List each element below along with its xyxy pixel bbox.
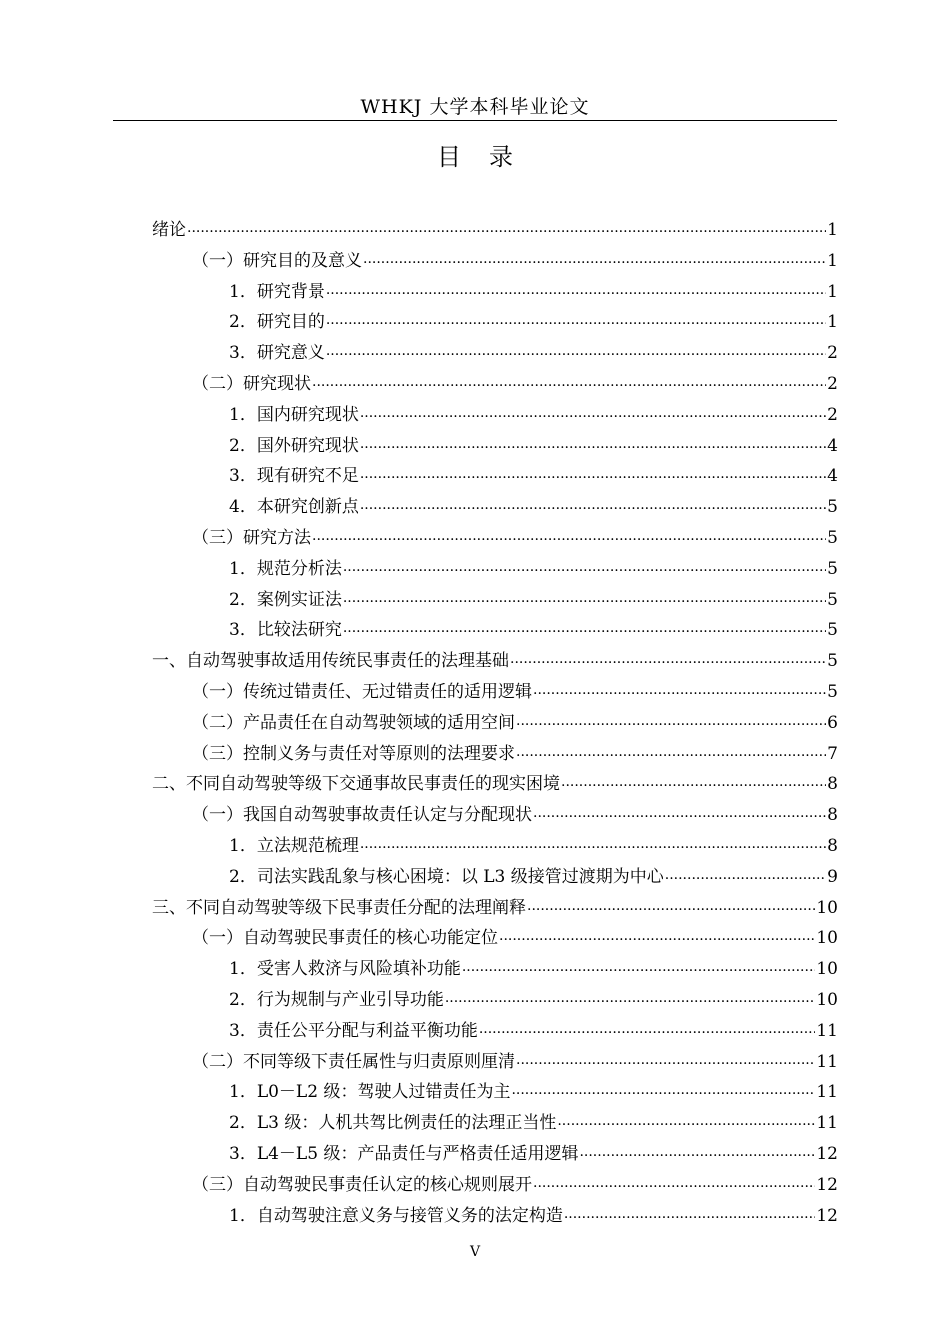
toc-dot-leader xyxy=(312,367,826,387)
toc-dot-leader xyxy=(343,583,826,603)
toc-entry-text: 二、不同自动驾驶等级下交通事故民事责任的现实困境 xyxy=(152,774,560,795)
toc-dot-leader xyxy=(363,244,826,264)
toc-dot-leader xyxy=(343,613,826,633)
toc-entry-number: 1． xyxy=(229,959,257,980)
toc-entry-page: 2 xyxy=(827,404,838,425)
toc-entry[interactable] xyxy=(229,278,838,306)
toc-entry-page: 5 xyxy=(827,528,838,548)
toc-entry-text: （三）自动驾驶民事责任认定的核心规则展开 xyxy=(192,1174,532,1195)
toc-entry-page: 5 xyxy=(827,682,838,702)
toc-entry-text: （一）传统过错责任、无过错责任的适用逻辑 xyxy=(192,682,532,702)
toc-dot-leader xyxy=(312,521,826,541)
toc-entry[interactable] xyxy=(192,709,838,737)
toc-dot-leader xyxy=(326,336,826,356)
toc-dot-leader xyxy=(533,1168,815,1188)
toc-dot-leader xyxy=(499,921,815,941)
toc-entry[interactable] xyxy=(192,740,838,768)
toc-entry-number: 1． xyxy=(229,558,257,579)
toc-entry-page: 10 xyxy=(816,959,838,980)
toc-entry-text: 研究目的 xyxy=(256,312,325,333)
toc-entry[interactable] xyxy=(229,616,838,644)
toc-entry[interactable] xyxy=(229,1078,838,1106)
toc-entry-page: 10 xyxy=(816,990,838,1010)
toc-entry-text: （一）我国自动驾驶事故责任认定与分配现状 xyxy=(192,805,532,826)
toc-entry-page: 11 xyxy=(816,1113,838,1134)
toc-entry[interactable] xyxy=(152,647,838,675)
toc-entry-page: 1 xyxy=(827,281,838,302)
toc-dot-leader xyxy=(360,829,826,849)
footer-page-number: V xyxy=(469,1244,481,1260)
toc-entry-text: 本研究创新点 xyxy=(256,497,359,518)
toc-dot-leader xyxy=(561,767,826,787)
toc-entry-number: 1． xyxy=(229,404,257,425)
toc-entry[interactable] xyxy=(229,432,838,460)
toc-entry-page: 9 xyxy=(827,866,838,887)
toc-entry[interactable] xyxy=(192,247,838,275)
toc-dot-leader xyxy=(511,1075,815,1095)
toc-dot-leader xyxy=(564,1199,816,1219)
toc-dot-leader xyxy=(360,429,826,449)
toc-entry[interactable] xyxy=(152,770,838,798)
toc-entry-page: 12 xyxy=(816,1174,838,1195)
toc-entry-text: 国外研究现状 xyxy=(256,435,359,456)
toc-entry-page: 5 xyxy=(827,589,838,610)
toc-entry-number: 3． xyxy=(229,620,257,641)
toc-entry[interactable] xyxy=(192,1048,838,1076)
toc-entry-text: （二）研究现状 xyxy=(192,374,311,394)
toc-entry-text: 责任公平分配与利益平衡功能 xyxy=(256,1020,478,1041)
toc-dot-leader xyxy=(665,860,826,880)
toc-entry-page: 11 xyxy=(816,1051,838,1072)
toc-entry-page: 1 xyxy=(827,250,838,271)
toc-entry-text: 国内研究现状 xyxy=(256,404,359,425)
toc-entry[interactable] xyxy=(192,801,838,829)
toc-entry-text: L0－L2 级：驾驶人过错责任为主 xyxy=(256,1082,511,1103)
toc-entry[interactable] xyxy=(192,524,838,552)
toc-entry-text: 比较法研究 xyxy=(256,620,342,641)
toc-entry-page: 1 xyxy=(827,220,838,240)
toc-dot-leader xyxy=(533,798,826,818)
header-rule xyxy=(113,120,837,121)
toc-title: 目录 xyxy=(437,143,541,171)
toc-entry-text: 绪论 xyxy=(152,220,186,240)
toc-entry[interactable] xyxy=(229,586,838,614)
toc-entry-text: 现有研究不足 xyxy=(256,466,359,487)
toc-entry[interactable] xyxy=(192,924,838,952)
toc-entry[interactable] xyxy=(229,863,838,891)
toc-entry-page: 4 xyxy=(827,466,838,487)
toc-entry-page: 2 xyxy=(827,374,838,394)
toc-entry[interactable] xyxy=(229,1140,838,1168)
toc-entry-number: 2． xyxy=(229,435,257,456)
toc-entry[interactable] xyxy=(192,1171,838,1199)
toc-dot-leader xyxy=(360,459,826,479)
toc-entry-page: 5 xyxy=(827,651,838,672)
toc-entry-text: L3 级：人机共驾比例责任的法理正当性 xyxy=(256,1113,557,1134)
toc-entry-page: 11 xyxy=(816,1020,838,1041)
toc-entry[interactable] xyxy=(152,894,838,922)
toc-entry-text: （一）自动驾驶民事责任的核心功能定位 xyxy=(192,928,498,949)
running-header-title: WHKJ 大学本科毕业论文 xyxy=(360,96,590,118)
toc-entry-page: 10 xyxy=(816,897,838,918)
toc-entry-page: 8 xyxy=(827,805,838,826)
toc-dot-leader xyxy=(516,1045,815,1065)
toc-entry-page: 8 xyxy=(827,836,838,856)
toc-dot-leader xyxy=(516,737,826,757)
toc-entry[interactable] xyxy=(229,401,838,429)
toc-entry-text: （三）研究方法 xyxy=(192,528,311,548)
toc-entry-number: 3． xyxy=(229,466,257,487)
toc-entry[interactable] xyxy=(192,678,838,706)
toc-entry-text: L4－L5 级：产品责任与严格责任适用逻辑 xyxy=(256,1144,579,1164)
toc-entry-page: 5 xyxy=(827,558,838,579)
toc-entry[interactable] xyxy=(192,370,838,398)
toc-entry-text: 研究背景 xyxy=(256,281,325,302)
toc-entry-number: 2． xyxy=(229,866,257,887)
toc-entry-page: 2 xyxy=(827,343,838,364)
toc-entry-page: 8 xyxy=(827,774,838,795)
toc-entry-number: 1． xyxy=(229,1205,257,1226)
toc-entry-number: 1． xyxy=(229,1082,257,1103)
toc-entry-text: 一、自动驾驶事故适用传统民事责任的法理基础 xyxy=(152,651,509,672)
toc-entry-number: 2． xyxy=(229,312,257,333)
toc-entry-number: 2． xyxy=(229,1113,257,1134)
toc-dot-leader xyxy=(326,305,826,325)
toc-entry-page: 6 xyxy=(827,712,838,733)
toc-entry-page: 12 xyxy=(816,1144,838,1164)
toc-entry[interactable] xyxy=(152,216,838,244)
toc-dot-leader xyxy=(326,275,826,295)
toc-entry-text: 研究意义 xyxy=(256,343,325,364)
toc-dot-leader xyxy=(479,1014,816,1034)
toc-entry-text: 三、不同自动驾驶等级下民事责任分配的法理阐释 xyxy=(152,897,526,918)
toc-entry[interactable] xyxy=(229,339,838,367)
toc-entry-text: 行为规制与产业引导功能 xyxy=(256,990,444,1010)
toc-entry-text: （二）产品责任在自动驾驶领域的适用空间 xyxy=(192,712,515,733)
toc-entry-text: 立法规范梳理 xyxy=(256,836,359,856)
toc-entry[interactable] xyxy=(229,1202,838,1230)
toc-entry-number: 3． xyxy=(229,343,257,364)
toc-entry-page: 10 xyxy=(816,928,838,949)
toc-entry-number: 3． xyxy=(229,1020,257,1041)
toc-dot-leader xyxy=(360,490,826,510)
toc-entry-text: （二）不同等级下责任属性与归责原则厘清 xyxy=(192,1051,515,1072)
toc-entry-page: 1 xyxy=(827,312,838,333)
toc-dot-leader xyxy=(510,644,826,664)
toc-entry[interactable] xyxy=(229,308,838,336)
toc-dot-leader xyxy=(360,398,826,418)
toc-dot-leader xyxy=(343,552,826,572)
toc-entry-text: 司法实践乱象与核心困境：以 L3 级接管过渡期为中心 xyxy=(256,866,664,887)
toc-dot-leader xyxy=(445,983,816,1003)
toc-entry[interactable] xyxy=(229,462,838,490)
toc-entry-text: 规范分析法 xyxy=(256,558,342,579)
toc-entry[interactable] xyxy=(229,986,838,1014)
toc-entry-text: 自动驾驶注意义务与接管义务的法定构造 xyxy=(256,1205,563,1226)
toc-entry-page: 4 xyxy=(827,435,838,456)
running-header xyxy=(113,95,837,121)
toc-entry-page: 5 xyxy=(827,497,838,518)
toc-entry[interactable] xyxy=(229,955,838,983)
toc-entry[interactable] xyxy=(229,555,838,583)
toc-entry-page: 5 xyxy=(827,620,838,641)
toc-entry-text: 案例实证法 xyxy=(256,589,342,610)
toc-dot-leader xyxy=(516,706,826,726)
toc-entry[interactable] xyxy=(229,832,838,860)
toc-dot-leader xyxy=(557,1106,815,1126)
toc-entry-number: 3． xyxy=(229,1144,257,1164)
toc-entry-text: 受害人救济与风险填补功能 xyxy=(256,959,461,980)
toc-dot-leader xyxy=(533,675,826,695)
toc-entry-number: 1． xyxy=(229,836,257,856)
toc-entry-number: 2． xyxy=(229,589,257,610)
toc-entry-number: 4． xyxy=(229,497,257,518)
toc-entry-text: （三）控制义务与责任对等原则的法理要求 xyxy=(192,743,515,764)
toc-dot-leader xyxy=(187,213,826,233)
toc-entry-page: 7 xyxy=(827,743,838,764)
toc-dot-leader xyxy=(462,952,816,972)
toc-entry-number: 2． xyxy=(229,990,257,1010)
toc-dot-leader xyxy=(579,1137,815,1157)
toc-entry-page: 12 xyxy=(816,1205,838,1226)
toc-entry[interactable] xyxy=(229,493,838,521)
toc-entry[interactable] xyxy=(229,1109,838,1137)
toc-entry-text: （一）研究目的及意义 xyxy=(192,250,362,271)
toc-entry[interactable] xyxy=(229,1017,838,1045)
toc-dot-leader xyxy=(527,891,815,911)
toc-entry-page: 11 xyxy=(816,1082,838,1103)
toc-entry-number: 1． xyxy=(229,281,257,302)
